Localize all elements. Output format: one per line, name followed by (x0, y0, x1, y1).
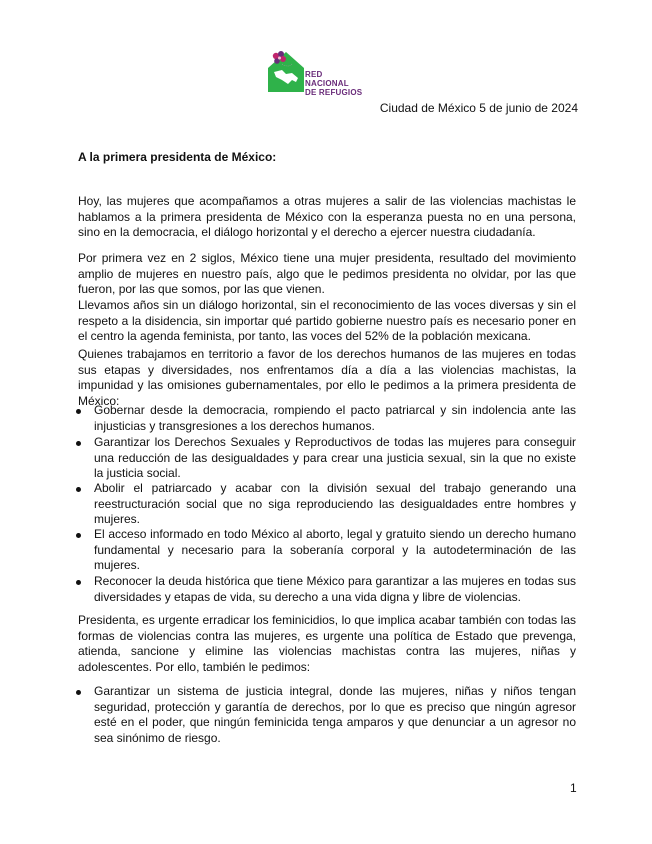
paragraph-2: Por primera vez en 2 siglos, México tiene una mujer presidenta, resultado del movimiento amplio de mujeres en nuestro país, algo que le pedimos presidenta no olvidar, por las que fueron, por las que somos, por las que vienen. (78, 251, 576, 296)
bullet (76, 580, 81, 585)
list-item-text: Abolir el patriarcado y acabar con la división sexual del trabajo generando una reestructuración social que no siga reproduciendo las desigualdades entre hombres y mujeres. (94, 481, 576, 526)
list-item-text: Garantizar un sistema de justicia integral, donde las mujeres, niñas y niños tengan seguridad, protección y garantía de derechos, por lo que es preciso que ningún agresor esté en el poder, que ningún feminicida tenga amparos y que denunciar a un agresor no sea sinónimo de riesgo. (94, 684, 576, 745)
bullet (76, 487, 81, 492)
list-item (94, 527, 576, 574)
list-item (94, 574, 576, 605)
page-number: 1 (570, 781, 577, 795)
list-item (94, 403, 576, 434)
bullet (76, 409, 81, 414)
logo-line-3: DE REFUGIOS (305, 88, 363, 97)
bullet (76, 441, 81, 446)
paragraph-4: Quienes trabajamos en territorio a favor de los derechos humanos de las mujeres en todas sus etapas y diversidades, nos enfrentamos día a día a las violencias machistas, la impunidad y las omisiones gubernamentales, por ello le pedimos a la primera presidenta de México: (78, 347, 576, 408)
list-item-text: El acceso informado en todo México al aborto, legal y gratuito siendo un derecho humano fundamental y necesario para la soberanía corporal y la autodeterminación de las mujeres. (94, 527, 576, 572)
letter-date: Ciudad de México 5 de junio de 2024 (379, 101, 578, 115)
list-item (94, 435, 576, 482)
list-item-text: Reconocer la deuda histórica que tiene México para garantizar a las mujeres en todas sus diversidades y etapas de vida, su derecho a una vida digna y libre de violencias. (94, 574, 576, 604)
logo-line-1: RED (305, 70, 323, 79)
list-item-text: Garantizar los Derechos Sexuales y Reproductivos de todas las mujeres para conseguir una reducción de las desigualdades y para crear una justicia sexual, sin la que no existe la justicia social. (94, 435, 576, 480)
paragraph-1: Hoy, las mujeres que acompañamos a otras mujeres a salir de las violencias machistas le hablamos a la primera presidenta de México con la esperanza puesta no en una persona, sino en la democracia, el diálogo horizontal y el derecho a ejercer nuestra ciudadanía. (78, 194, 576, 239)
bullet (76, 533, 81, 538)
paragraph-3: Llevamos años sin un diálogo horizontal, sin el reconocimiento de las voces diversas y sin el respeto a la disidencia, sin importar qué partido gobierne nuestro país es necesario poner en el centro la agenda feminista, por tanto, las voces del 52% de la población mexicana. (78, 298, 576, 343)
list-item-text: Gobernar desde la democracia, rompiendo el pacto patriarcal y sin indolencia ante las injusticias y transgresiones a los derechos humanos. (94, 403, 576, 433)
list-item (94, 481, 576, 528)
salutation: A la primera presidenta de México: (78, 150, 277, 164)
bullet (76, 690, 81, 695)
list-item (94, 684, 576, 746)
paragraph-5: Presidenta, es urgente erradicar los feminicidios, lo que implica acabar también con todas las formas de violencias contra las mujeres, es urgente una política de Estado que prevenga, atienda, sancione y elimine las violencias machistas contra las mujeres, niñas y adolescentes. Por ello, también le pedimos: (78, 613, 576, 674)
logo-line-2: NACIONAL (305, 79, 349, 88)
letter-body (78, 0, 576, 844)
